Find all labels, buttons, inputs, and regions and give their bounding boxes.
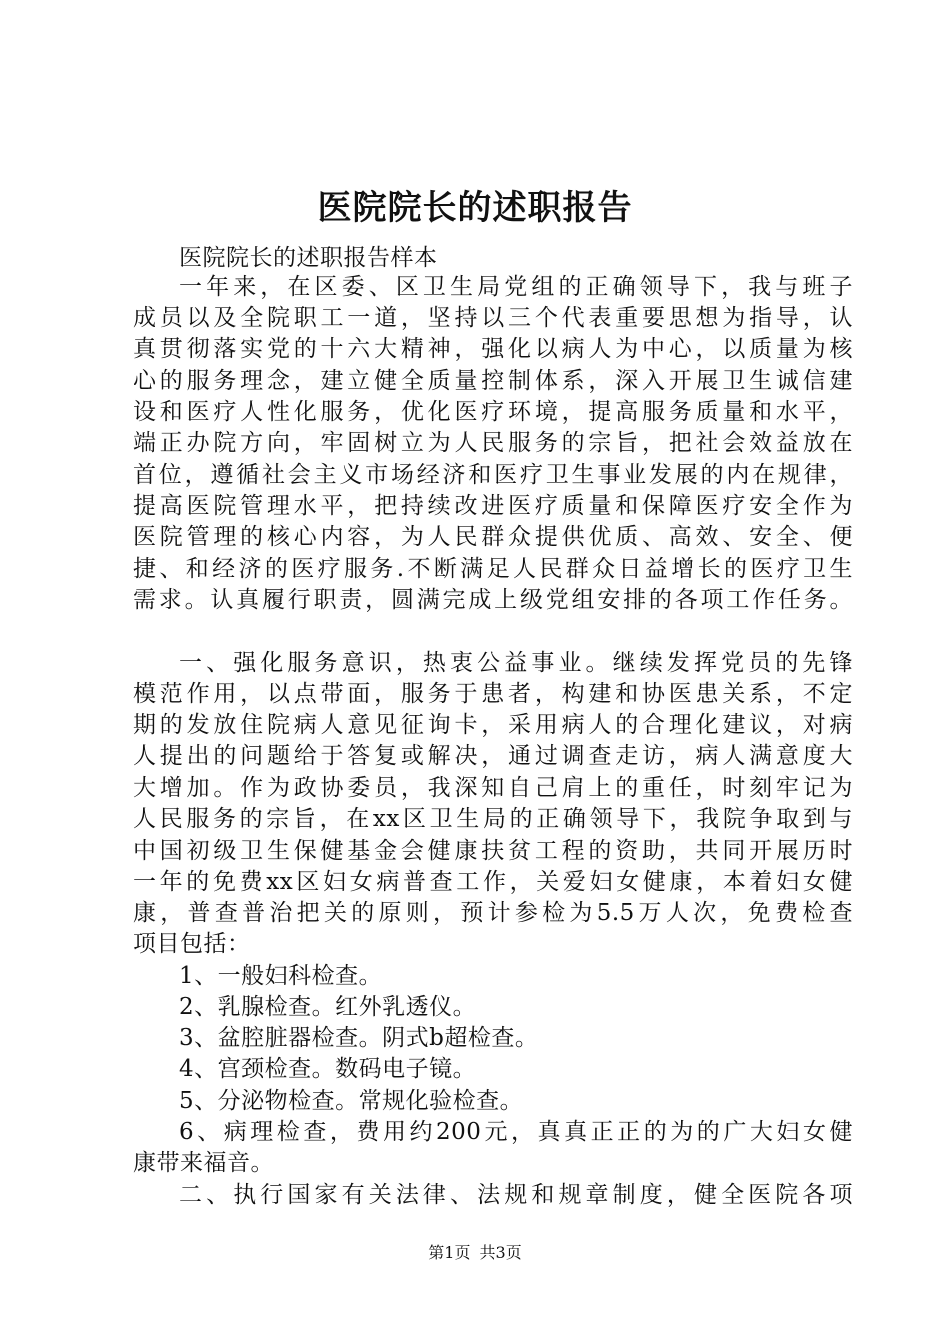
text-line: 提高医院管理水平，把持续改进医疗质量和保障医疗安全作为 xyxy=(133,493,853,519)
text-line: 5、分泌物检查。常规化验检查。 xyxy=(179,1088,524,1114)
text-line: 中国初级卫生保健基金会健康扶贫工程的资助，共同开展历时 xyxy=(133,838,853,864)
text-line: 康，普查普治把关的原则，预计参检为5.5万人次，免费检查 xyxy=(133,900,853,926)
text-line: 医院院长的述职报告样本 xyxy=(179,245,438,271)
text-line: 2、乳腺检查。红外乳透仪。 xyxy=(179,994,477,1020)
text-line: 一、强化服务意识，热衷公益事业。继续发挥党员的先锋 xyxy=(179,650,853,676)
text-line: 需求。认真履行职责，圆满完成上级党组安排的各项工作任务。 xyxy=(133,587,853,613)
text-line: 人提出的问题给于答复或解决，通过调查走访，病人满意度大 xyxy=(133,743,853,769)
text-line: 二、执行国家有关法律、法规和规章制度，健全医院各项 xyxy=(179,1182,853,1208)
text-line: 端正办院方向，牢固树立为人民服务的宗旨，把社会效益放在 xyxy=(133,430,853,456)
text-line: 6、病理检查，费用约200元，真真正正的为的广大妇女健 xyxy=(179,1119,853,1145)
text-line: 真贯彻落实党的十六大精神，强化以病人为中心，以质量为核 xyxy=(133,336,853,362)
text-line: 大增加。作为政协委员，我深知自己肩上的重任，时刻牢记为 xyxy=(133,775,853,801)
text-line: 设和医疗人性化服务，优化医疗环境，提高服务质量和水平， xyxy=(133,399,853,425)
text-line: 模范作用，以点带面，服务于患者，构建和协医患关系，不定 xyxy=(133,681,853,707)
text-line: 一年的免费xx区妇女病普查工作，关爱妇女健康，本着妇女健 xyxy=(133,869,853,895)
text-line: 人民服务的宗旨，在xx区卫生局的正确领导下，我院争取到与 xyxy=(133,806,853,832)
text-line: 捷、和经济的医疗服务.不断满足人民群众日益增长的医疗卫生 xyxy=(133,556,853,582)
text-line: 1、一般妇科检查。 xyxy=(179,963,383,989)
text-line: 4、宫颈检查。数码电子镜。 xyxy=(179,1056,477,1082)
text-line: 一年来，在区委、区卫生局党组的正确领导下，我与班子 xyxy=(179,274,853,300)
text-line: 3、盆腔脏器检查。阴式b超检查。 xyxy=(179,1025,539,1051)
text-line: 成员以及全院职工一道，坚持以三个代表重要思想为指导，认 xyxy=(133,305,853,331)
text-line: 心的服务理念，建立健全质量控制体系，深入开展卫生诚信建 xyxy=(133,368,853,394)
document-title: 医院院长的述职报告 xyxy=(317,188,633,228)
text-line: 康带来福音。 xyxy=(133,1150,274,1176)
text-line: 项目包括： xyxy=(133,931,251,957)
text-line: 期的发放住院病人意见征询卡，采用病人的合理化建议，对病 xyxy=(133,712,853,738)
page-total: 共3页 xyxy=(479,1243,522,1262)
page-number: 第1页 xyxy=(428,1243,471,1262)
text-line: 医院管理的核心内容，为人民群众提供优质、高效、安全、便 xyxy=(133,524,853,550)
page-footer xyxy=(0,1242,950,1264)
text-line: 首位，遵循社会主义市场经济和医疗卫生事业发展的内在规律， xyxy=(133,462,853,488)
